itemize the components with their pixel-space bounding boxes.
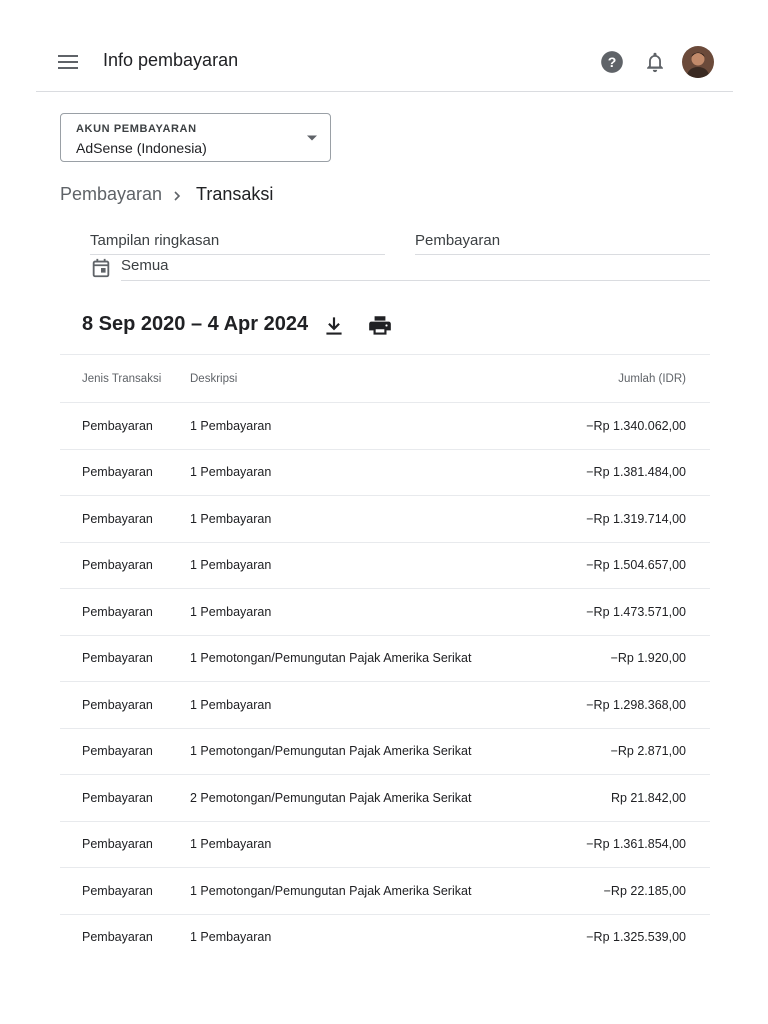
description-cell[interactable]: 1 Pembayaran [190,821,530,868]
transaction-type-cell: Pembayaran [60,449,190,496]
table-row[interactable] [60,868,710,915]
payment-type-label: Pembayaran [415,232,501,249]
amount-cell: −Rp 1.504.657,00 [530,542,710,589]
table-row[interactable] [60,403,710,450]
calendar-icon[interactable] [90,257,112,279]
transaction-type-cell: Pembayaran [60,868,190,915]
breadcrumb-current: Transaksi [196,184,274,204]
breadcrumb-payments-link[interactable]: Pembayaran [60,184,163,204]
date-range-heading: 8 Sep 2020 – 4 Apr 2024 [82,313,309,335]
description-cell[interactable]: 1 Pembayaran [190,930,272,945]
description-cell[interactable]: 2 Pemotongan/Pemungutan Pajak Amerika Serikat [190,775,530,822]
account-value: AdSense (Indonesia) [76,140,207,156]
summary-view-select[interactable] [90,232,385,255]
transactions-table [60,354,710,960]
description-cell[interactable]: 1 Pemotongan/Pemungutan Pajak Amerika Serikat [190,728,530,775]
table-row[interactable] [60,589,710,636]
description-cell[interactable]: 1 Pembayaran [190,496,530,543]
download-icon[interactable] [321,313,347,339]
payment-account-select[interactable] [60,113,331,162]
transaction-type-cell: Pembayaran [60,403,190,450]
dropdown-caret-icon [306,134,318,142]
amount-cell: −Rp 1.298.368,00 [530,682,710,729]
description-cell[interactable]: 1 Pembayaran [190,403,530,450]
transaction-type-cell: Pembayaran [60,775,190,822]
date-range-filter-value: Semua [121,257,169,274]
avatar[interactable] [682,46,714,78]
transaction-type-cell: Pembayaran [82,930,153,945]
column-header-amount[interactable]: Jumlah (IDR) [530,355,710,403]
date-range-select[interactable] [121,257,710,281]
amount-cell: −Rp 1.473.571,00 [530,589,710,636]
transaction-type-cell: Pembayaran [60,542,190,589]
table-row[interactable] [60,682,710,729]
table-row[interactable] [60,775,710,822]
chevron-right-icon [170,188,184,204]
bell-icon[interactable] [642,49,668,75]
description-cell[interactable]: 1 Pembayaran [190,542,530,589]
summary-view-label: Tampilan ringkasan [90,232,220,249]
transaction-type-cell: Pembayaran [60,589,190,636]
transaction-type-cell: Pembayaran [60,821,190,868]
description-cell[interactable]: 1 Pembayaran [190,589,530,636]
amount-cell: −Rp 1.361.854,00 [530,821,710,868]
help-icon[interactable] [599,49,625,75]
svg-text:?: ? [607,53,617,70]
amount-cell: −Rp 2.871,00 [530,728,710,775]
account-label: AKUN PEMBAYARAN [76,123,197,135]
table-header-row [60,355,710,403]
amount-cell: −Rp 1.920,00 [530,635,710,682]
description-cell[interactable]: 1 Pemotongan/Pemungutan Pajak Amerika Serikat [190,635,530,682]
transaction-type-cell: Pembayaran [60,728,190,775]
print-icon[interactable] [367,313,393,339]
description-cell[interactable]: 1 Pemotongan/Pemungutan Pajak Amerika Serikat [190,868,530,915]
page-title: Info pembayaran [103,50,239,70]
amount-cell: −Rp 1.325.539,00 [586,930,686,945]
table-row[interactable] [60,821,710,868]
table-row[interactable] [60,914,710,960]
description-cell[interactable]: 1 Pembayaran [190,682,530,729]
transaction-type-cell: Pembayaran [60,635,190,682]
amount-cell: −Rp 1.381.484,00 [530,449,710,496]
transaction-type-cell: Pembayaran [60,682,190,729]
column-header-description[interactable]: Deskripsi [190,355,530,403]
transaction-type-cell: Pembayaran [60,496,190,543]
menu-icon[interactable] [54,48,82,76]
table-row[interactable] [60,496,710,543]
amount-cell: −Rp 22.185,00 [530,868,710,915]
table-row[interactable] [60,635,710,682]
amount-cell: Rp 21.842,00 [530,775,710,822]
top-app-bar [36,30,733,92]
payment-type-select[interactable] [415,232,710,255]
column-header-type[interactable]: Jenis Transaksi [60,355,190,403]
table-row[interactable] [60,542,710,589]
table-row[interactable] [60,449,710,496]
description-cell[interactable]: 1 Pembayaran [190,449,530,496]
amount-cell: −Rp 1.319.714,00 [530,496,710,543]
table-row[interactable] [60,728,710,775]
amount-cell: −Rp 1.340.062,00 [530,403,710,450]
